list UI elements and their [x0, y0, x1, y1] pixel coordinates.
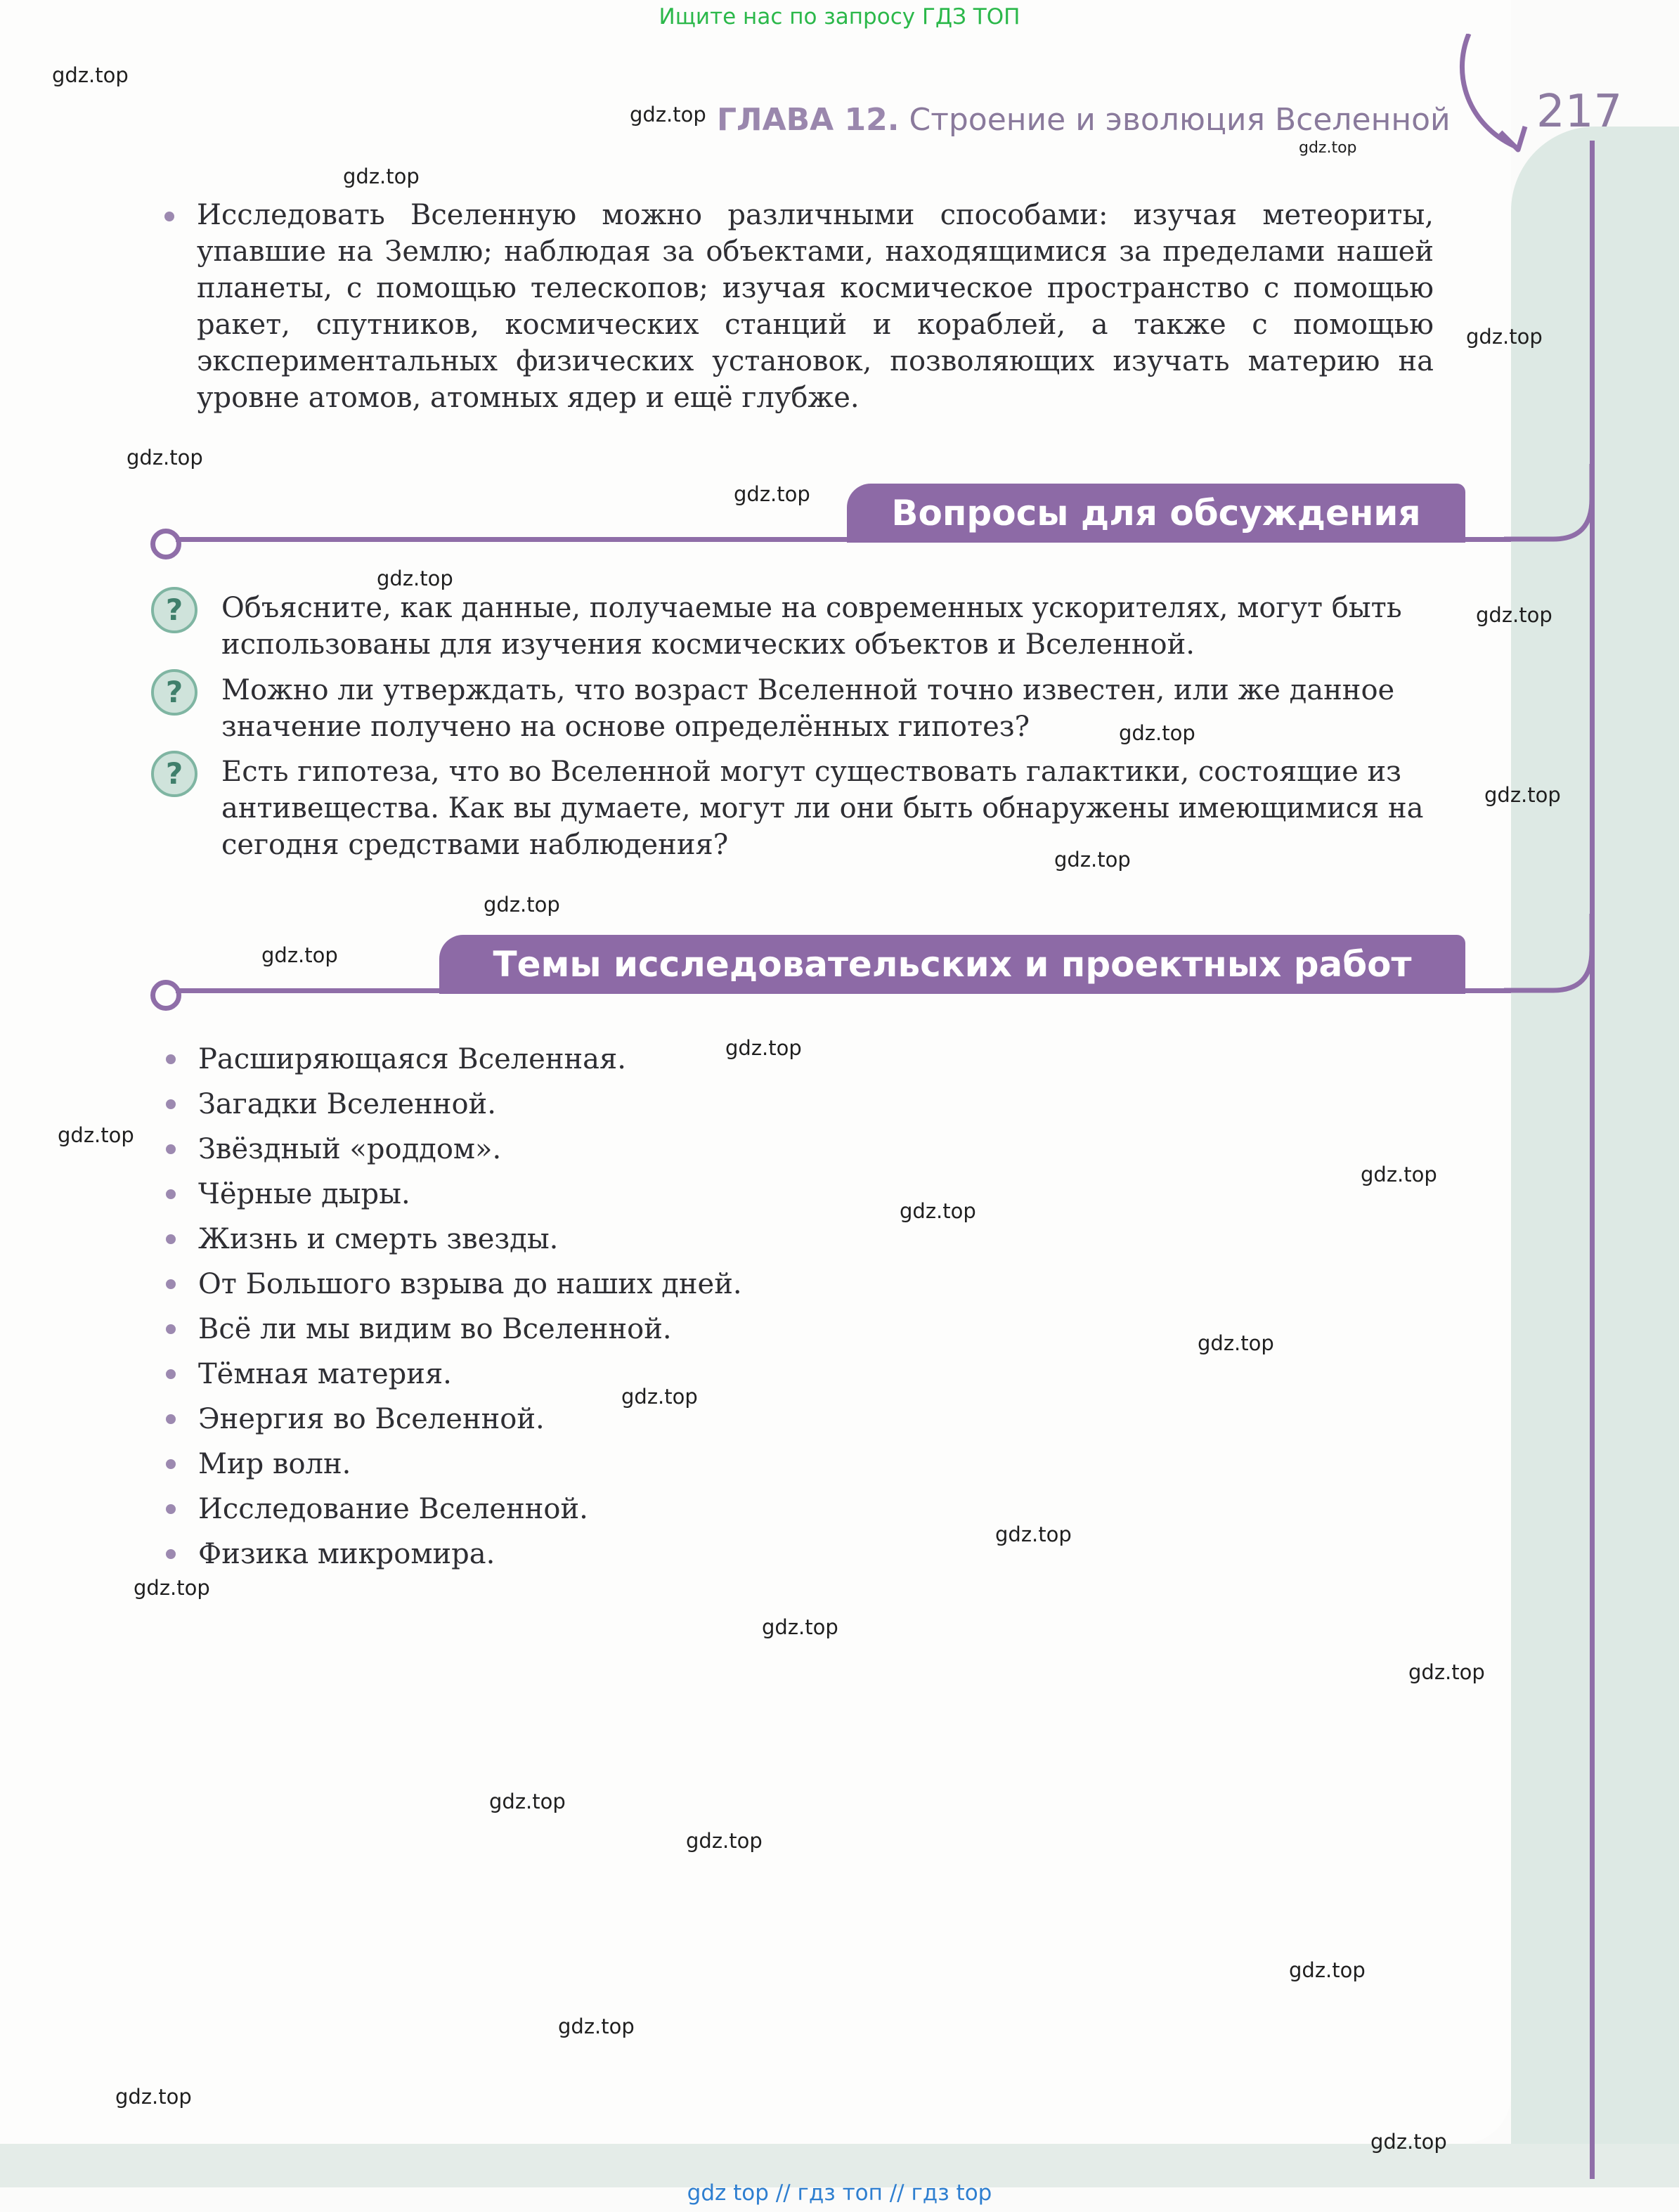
topic-text: Жизнь и смерть звезды. — [198, 1223, 559, 1255]
watermark: gdz.top — [1466, 325, 1543, 349]
watermark: gdz.top — [725, 1036, 802, 1060]
watermark: gdz.top — [1119, 721, 1195, 745]
intro-bullet-icon — [164, 212, 174, 221]
watermark: gdz.top — [762, 1615, 838, 1639]
topic-text: Всё ли мы видим во Вселенной. — [198, 1313, 672, 1345]
question-text: Можно ли утверждать, что возраст Вселенной точно известен, или же данное значение получено на основе определённых гипотез? — [221, 674, 1395, 743]
watermark: gdz.top — [1476, 603, 1552, 627]
bullet-icon — [166, 1189, 176, 1199]
list-item — [162, 1532, 742, 1577]
chapter-title: Строение и эволюция Вселенной — [909, 102, 1451, 138]
watermark: gdz.top — [1370, 2130, 1447, 2154]
running-header — [717, 102, 1451, 138]
topic-text: Физика микромира. — [198, 1538, 495, 1570]
margin-vertical-rule — [1590, 141, 1595, 2179]
right-margin-panel — [1511, 127, 1679, 2144]
bullet-icon — [166, 1234, 176, 1244]
watermark: gdz.top — [1054, 848, 1131, 872]
watermark: gdz.top — [558, 2014, 635, 2038]
watermark: gdz.top — [377, 567, 453, 590]
watermark: gdz.top — [630, 103, 706, 127]
intro-paragraph: Исследовать Вселенную можно различными способами: изучая метеориты, упавшие на Землю; наблюдая за объектами, находящимися за пределами нашей планеты, с помощью телескопов; изучая космическое пространство с помощью ракет, спутников, космических станций и кораблей, а также с помощью экспериментальных физических установок, позволяющих изучать материю на уровне атомов, атомных ядер и ещё глубже. — [197, 199, 1434, 414]
watermark: gdz.top — [134, 1576, 210, 1600]
watermark: gdz.top — [1408, 1660, 1485, 1684]
section-ring-icon — [150, 529, 181, 560]
bullet-icon — [166, 1504, 176, 1514]
watermark: gdz.top — [489, 1790, 566, 1813]
list-item — [162, 1307, 742, 1352]
watermark: gdz.top — [343, 164, 420, 188]
topic-text: От Большого взрыва до наших дней. — [198, 1268, 742, 1300]
discussion-title: Вопросы для обсуждения — [847, 484, 1465, 543]
watermark: gdz.top — [734, 482, 810, 506]
question-mark-icon: ? — [151, 751, 197, 797]
watermark: gdz.top — [1361, 1163, 1437, 1186]
discussion-connector-curve — [1504, 464, 1595, 543]
watermark: gdz.top — [127, 446, 203, 470]
watermark: gdz.top — [1484, 783, 1561, 807]
bottom-links-banner[interactable]: gdz top // гдз топ // гдз top — [687, 2180, 992, 2206]
bullet-icon — [166, 1549, 176, 1559]
top-search-banner[interactable]: Ищите нас по запросу ГДЗ ТОП — [659, 4, 1020, 30]
topic-text: Расширяющаяся Вселенная. — [198, 1043, 626, 1075]
list-item — [162, 1262, 742, 1307]
topic-text: Мир волн. — [198, 1448, 351, 1480]
topic-text: Чёрные дыры. — [198, 1178, 410, 1210]
topic-text: Исследование Вселенной. — [198, 1493, 588, 1525]
bullet-icon — [166, 1144, 176, 1154]
list-item — [162, 1217, 742, 1262]
topic-text: Энергия во Вселенной. — [198, 1403, 545, 1435]
question-text: Есть гипотеза, что во Вселенной могут существовать галактики, состоящие из антивещества. Как вы думаете, могут ли они быть обнаружены имеющимися на сегодня средствами наблюдения? — [221, 756, 1424, 861]
bullet-icon — [166, 1414, 176, 1424]
list-item — [162, 1082, 742, 1127]
watermark: gdz.top — [1289, 1958, 1366, 1982]
project-topics-list — [162, 1037, 742, 1577]
question-text: Объясните, как данные, получаемые на современных ускорителях, могут быть использованы для изучения космических объектов и Вселенной. — [221, 592, 1402, 661]
topic-text: Звёздный «роддом». — [198, 1133, 502, 1165]
list-item — [162, 1037, 742, 1082]
watermark: gdz.top — [58, 1123, 134, 1147]
projects-title: Темы исследовательских и проектных работ — [439, 935, 1465, 994]
watermark: gdz.top — [900, 1199, 976, 1223]
question-mark-icon: ? — [151, 669, 197, 716]
bullet-icon — [166, 1369, 176, 1379]
section-ring-icon — [150, 980, 181, 1011]
watermark: gdz.top — [52, 63, 129, 87]
projects-connector-curve — [1504, 914, 1595, 994]
list-item — [162, 1442, 742, 1487]
watermark: gdz.top — [1198, 1331, 1274, 1355]
list-item — [162, 1172, 742, 1217]
watermark: gdz.top — [484, 893, 560, 917]
list-item — [162, 1127, 742, 1172]
bullet-icon — [166, 1054, 176, 1064]
bullet-icon — [166, 1279, 176, 1289]
question-mark-icon: ? — [151, 587, 197, 633]
list-item — [162, 1487, 742, 1532]
bullet-icon — [166, 1324, 176, 1334]
watermark: gdz.top — [115, 2085, 192, 2109]
topic-text: Загадки Вселенной. — [198, 1088, 496, 1120]
watermark: gdz.top — [995, 1522, 1072, 1546]
watermark: gdz.top — [686, 1829, 763, 1853]
page-number: 217 — [1536, 86, 1623, 138]
watermark: gdz.top — [1299, 139, 1357, 157]
watermark: gdz.top — [621, 1385, 698, 1409]
chapter-label: ГЛАВА 12. — [717, 102, 900, 138]
bullet-icon — [166, 1459, 176, 1469]
bullet-icon — [166, 1099, 176, 1109]
watermark: gdz.top — [261, 943, 338, 967]
topic-text: Тёмная материя. — [198, 1358, 452, 1390]
